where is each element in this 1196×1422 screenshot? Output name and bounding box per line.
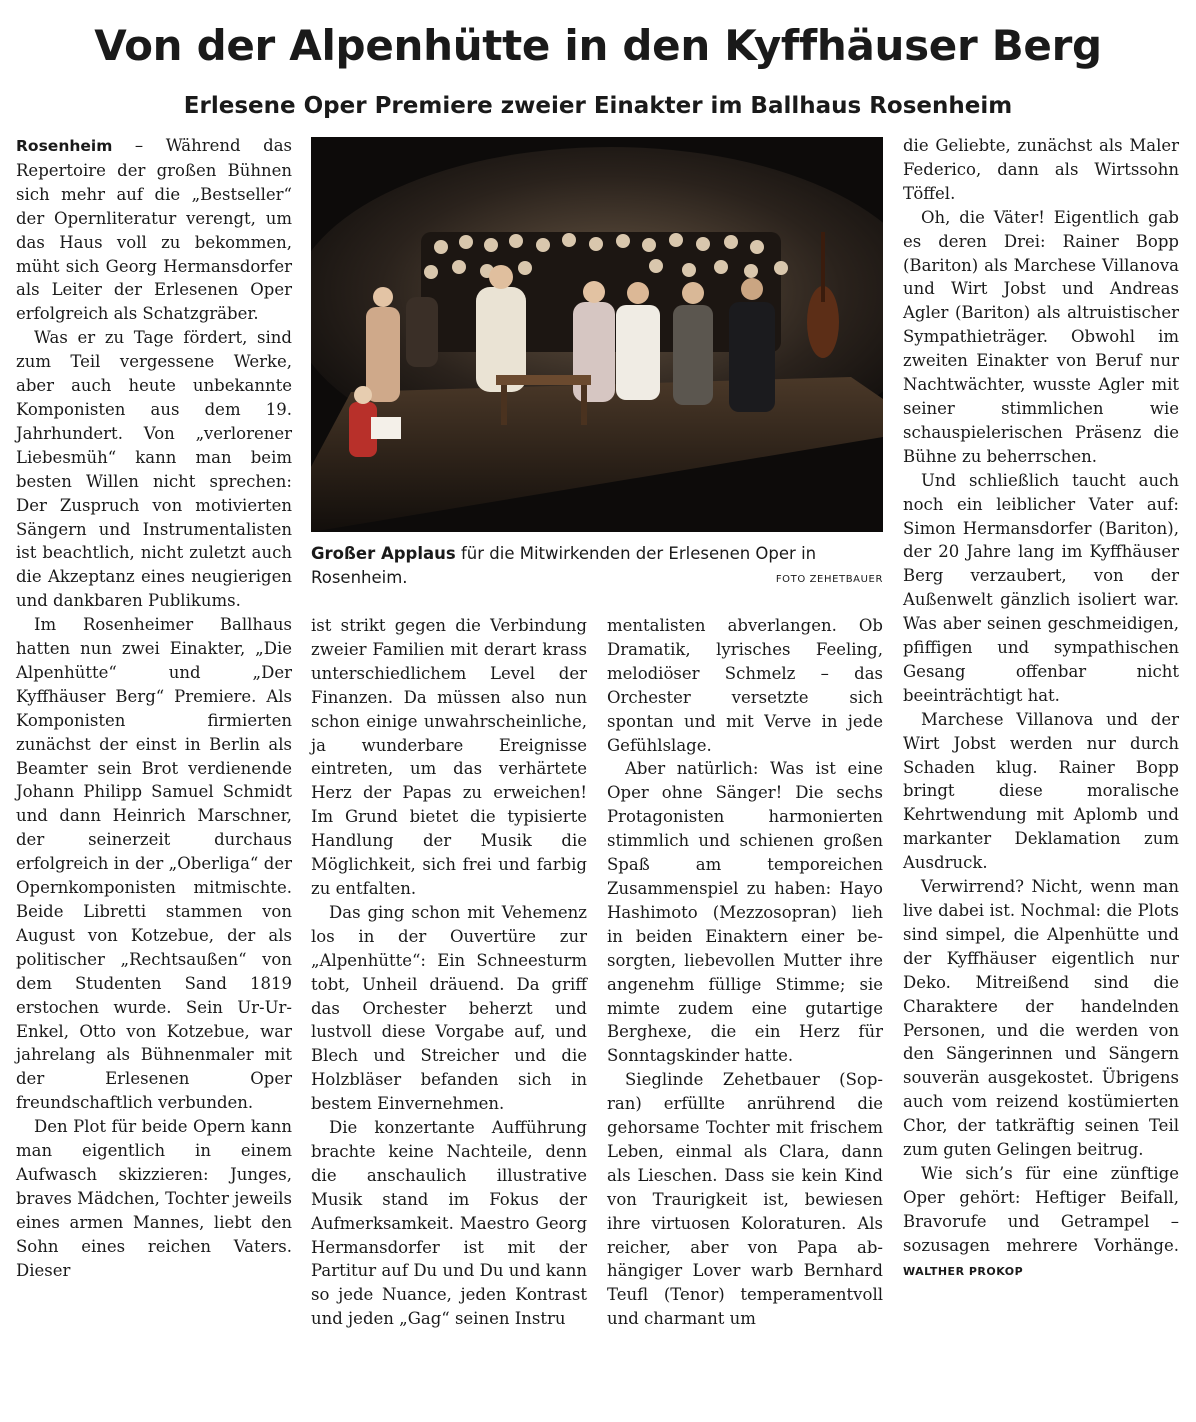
paragraph: Sieglinde Zehetbauer (Sopran) erfüllte anrührend die gehorsame Tochter mit frischem Leben, einmal als Clara, dann als Lieschen. Dass sie kein Kind von Traurigkeit ist, bewiesen ihre virtuosen Koloraturen. Als reicher, aber von Papa abhängiger Lover warb Bernhard Teufl (Tenor) temperamentvoll und charmant um bbox=[607, 1070, 883, 1329]
paragraph bbox=[16, 134, 292, 326]
caption-lead: Großer Applaus bbox=[311, 544, 456, 563]
paragraph: Den Plot für beide Opern kann man eigentlich in einem Aufwasch skizzieren: Junges, braves Mädchen, Tochter jeweils eines armen Mannes, liebt den Sohn eines reichen Vaters. Dieser bbox=[16, 1117, 292, 1280]
paragraph: Marchese Villanova und der Wirt Jobst werden nur durch Schaden klug. Rainer Bopp bringt diese moralische Kehrtwendung mit Aplomb und markanter Deklamation zum Ausdruck. bbox=[903, 709, 1179, 873]
column-4 bbox=[903, 134, 1179, 1406]
dateline: Rosenheim bbox=[16, 137, 113, 155]
column-1 bbox=[16, 134, 292, 1406]
paragraph: Verwirrend? Nicht, wenn man live dabei ist. Nochmal: die Plots sind simpel, die Alpenhütte und der Kyffhäuser eigentlich nur Deko. Mitreißend sind die Charaktere der handelnden Personen, und die werden von den Sängerinnen und Sängern souverän ausgekostet. Übrigens auch vom reizend kostümierten Chor, der tatkräftig seinen Teil zum guten Gelingen beitrug. bbox=[903, 877, 1179, 1160]
column-2 bbox=[311, 614, 587, 1406]
stage-applause-image bbox=[311, 137, 883, 532]
headline: Von der Alpenhütte in den Kyffhäuser Berg bbox=[94, 21, 1102, 70]
paragraph: ist strikt gegen die Verbindung zweier Familien mit derart krass unterschiedlichem Level der Finanzen. Da müssen also nun schon einige unwahrscheinliche, ja wunderbare Ereignisse eintreten, um das verhärtete Herz der Papas zu erweichen! Im Grund bietet die typisierte Handlung der Musik die Möglichkeit, sich frei und farbig zu entfalten. bbox=[311, 616, 587, 898]
paragraph bbox=[903, 1162, 1179, 1284]
concert-photo bbox=[311, 137, 883, 532]
paragraph-text: – Während das Repertoire der großen Bühnen sich mehr auf die „Bestseller“ der Opernliteratur verengt, um das Haus voll zu bekommen, müht sich Georg Hermansdorfer als Leiter der Erlesenen Oper erfolgreich als Schatzgräber. bbox=[16, 136, 292, 324]
photo-credit: FOTO ZEHETBAUER bbox=[775, 574, 883, 585]
paragraph: Oh, die Väter! Eigentlich gab es deren Drei: Rainer Bopp (Bariton) als Marchese Villanova und Wirt Jobst und Andreas Agler (Bariton) als altruistischer Sympathieträger. Obwohl im zweiten Einakter von Beruf nur Nachtwächter, wusste Agler mit seiner stimmlichen wie schauspielerischen Präsenz die Bühne zu beherrschen. bbox=[903, 207, 1179, 466]
paragraph: Im Rosenheimer Ballhaus hatten nun zwei Einakter, „Die Alpenhütte“ und „Der Kyffhäuser Berg“ Premiere. Als Komponisten firmierten zunächst der einst in Berlin als Beamter sein Brot verdienende Johann Philipp Samuel Schmidt und dann Heinrich Marschner, der seinerzeit durchaus erfolgreich in der „Oberliga“ der Opernkomponisten mitmischte. Beide Libretti stammen von August von Kotzebue, der als politischer „Rechtsaußen“ von dem Studenten Sand 1819 erstochen wurde. Sein Ur-Ur-Enkel, Otto von Kotzebue, war jahrelang als Bühnenmaler mit der Erlesenen Oper freundschaftlich verbunden. bbox=[16, 615, 292, 1113]
author-byline: WALTHER PROKOP bbox=[903, 1264, 1024, 1278]
paragraph: Das ging schon mit Vehemenz los in der Ouvertüre zur „Alpenhütte“: Ein Schneesturm tobt, Unheil dräuend. Da griff das Orchester beherzt und lustvoll diese Vorgabe auf, und Blech und Streicher und die Holzbläser befanden sich in bestem Einvernehmen. bbox=[311, 902, 587, 1114]
paragraph: Was er zu Tage fördert, sind zum Teil vergessene Werke, aber auch heute unbekannte Komponisten aus dem 19. Jahrhundert. Von „verlorener Liebesmüh“ kann man beim besten Willen nicht sprechen: Der Zuspruch von motivierten Sängern und Instrumentalisten ist beachtlich, nicht zuletzt auch die Akzeptanz eines neugierigen und dankbaren Publikums. bbox=[16, 328, 292, 611]
column-3 bbox=[607, 614, 883, 1406]
paragraph: Aber natürlich: Was ist eine Oper ohne Sänger! Die sechs Protagonisten harmonierten stimmlich und schienen großen Spaß am temporeichen Zusammenspiel zu haben: Hayo Hashimoto (Mezzosopran) lieh in beiden Einaktern einer besorgten, liebevollen Mutter ihre angenehm füllige Stimme; sie mimte zudem eine gutartige Berghexe, die ein Herz für Sonntagskinder hatte. bbox=[607, 759, 883, 1066]
paragraph: Und schließlich taucht auch noch ein leiblicher Vater auf: Simon Hermansdorfer (Bariton), der 20 Jahre lang im Kyffhäuser Berg verzaubert, von der Außenwelt gänzlich isoliert war. Was aber seinen geschmeidigen, pfiffigen und sympathischen Gesang offenbar nicht beeinträchtigt hat. bbox=[903, 470, 1179, 705]
subheadline: Erlesene Oper Premiere zweier Einakter im Ballhaus Rosenheim bbox=[183, 93, 1013, 119]
paragraph: die Geliebte, zunächst als Maler Federico, dann als Wirtssohn Töffel. bbox=[903, 136, 1179, 203]
paragraph: Die konzertante Aufführung brachte keine Nachteile, denn die anschaulich illustrative Musik stand im Fokus der Aufmerksamkeit. Maestro Georg Hermansdorfer ist mit der Partitur auf Du und Du und kann so jede Nuance, jeden Kontrast und jeden „Gag“ seinen Instru bbox=[311, 1118, 587, 1329]
paragraph: mentalisten abverlangen. Ob Dramatik, lyrisches Feeling, melodiöser Schmelz – das Orchester versetzte sich spontan und mit Verve in jede Gefühlslage. bbox=[607, 616, 883, 755]
paragraph-text: Wie sich’s für eine zünftige Oper gehört: Heftiger Beifall, Bravorufe und Getrampel – sozusagen mehrere Vorhänge. bbox=[903, 1163, 1179, 1255]
caption-text: für die Mitwirkenden der Erlesenen Oper in Rosenheim. bbox=[311, 544, 817, 587]
